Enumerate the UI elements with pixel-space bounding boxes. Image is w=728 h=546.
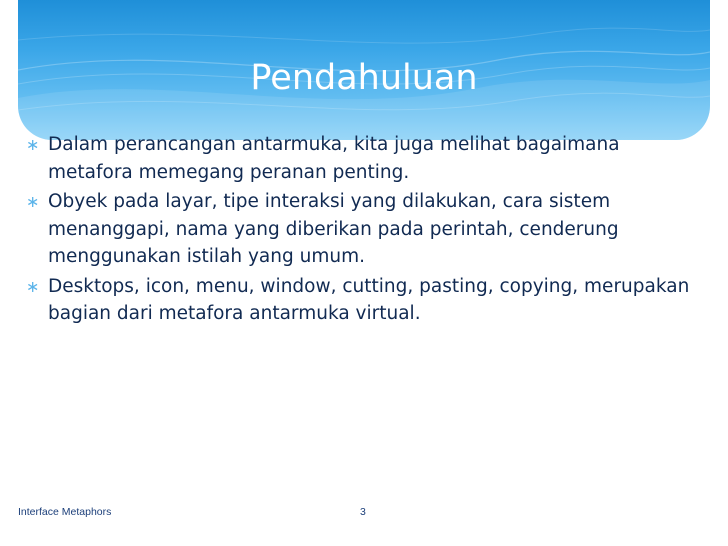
footer-title: Interface Metaphors (18, 506, 112, 518)
bullet-item (26, 131, 710, 186)
page-number: 3 (360, 506, 366, 518)
asterisk-bullet-icon: ∗ (26, 135, 40, 154)
bullet-text: Obyek pada layar, tipe interaksi yang dilakukan, cara sistem menanggapi, nama yang diberikan pada perintah, cenderung menggunakan istilah yang umum. (48, 191, 619, 267)
bullet-list (26, 131, 710, 330)
bullet-item (26, 188, 710, 271)
bullet-text: Desktops, icon, menu, window, cutting, pasting, copying, merupakan bagian dari metafora antarmuka virtual. (48, 275, 690, 324)
bullet-text: Dalam perancangan antarmuka, kita juga melihat bagaimana metafora memegang peranan penting. (48, 134, 620, 183)
slide-title: Pendahuluan (250, 58, 478, 98)
asterisk-bullet-icon: ∗ (26, 192, 40, 211)
asterisk-bullet-icon: ∗ (26, 276, 40, 296)
bullet-item (26, 273, 710, 328)
